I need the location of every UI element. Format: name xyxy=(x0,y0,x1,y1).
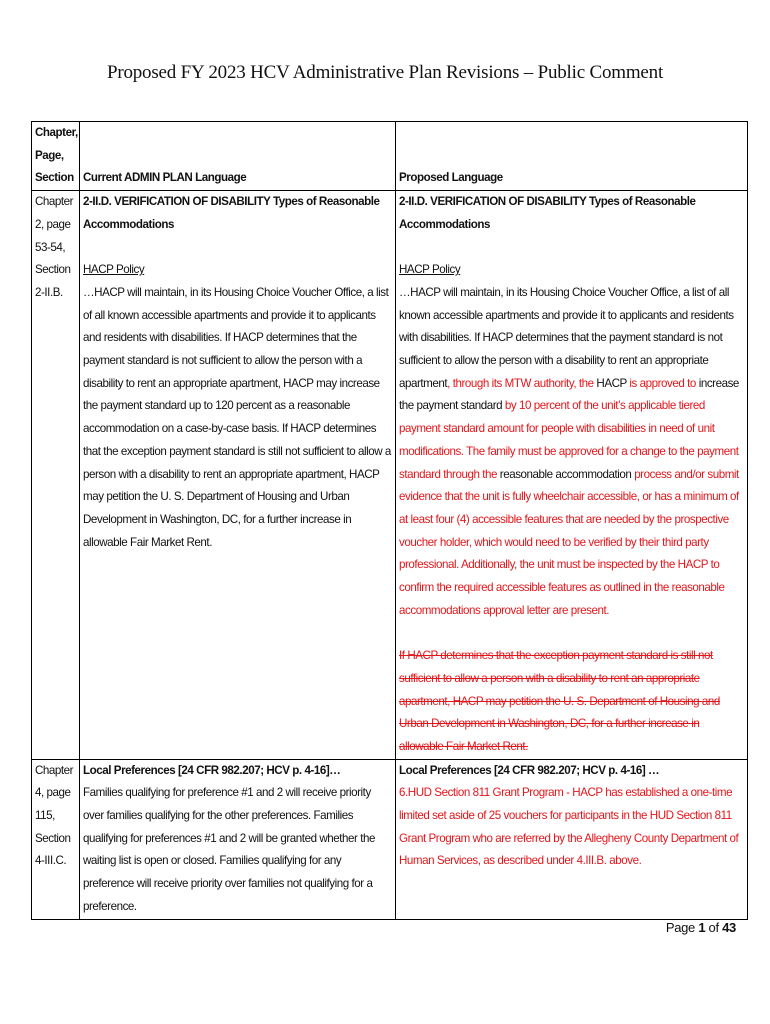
unchanged-text: increase the payment standard xyxy=(399,376,739,413)
header-current-language: Current ADMIN PLAN Language xyxy=(80,122,396,191)
proposed-heading: Local Preferences [24 CFR 982.207; HCV p. 4-16] … xyxy=(399,763,660,777)
row-section-cell: Chapter 4, page 115, Section 4-III.C. xyxy=(32,759,80,919)
spacer xyxy=(399,622,744,645)
added-text: is approved to xyxy=(629,376,699,390)
proposed-policy-text xyxy=(399,282,744,623)
proposed-heading: 2-II.D. VERIFICATION OF DISABILITY Types of Reasonable Accommodations xyxy=(399,195,696,231)
table-header-row xyxy=(32,122,748,191)
deleted-text: If HACP determines that the exception payment standard is still not sufficient to allow a person with a disability to rent an appropriate apartment, HACP may petition the U. S. Department of Housing and Urban Development in Washington, DC, for a further increase in allowable Fair Market Rent. xyxy=(399,649,720,753)
header-proposed-language: Proposed Language xyxy=(396,122,748,191)
page-label: Page xyxy=(665,920,699,935)
revisions-table xyxy=(31,121,748,920)
added-text: , through its MTW authority, the xyxy=(447,376,597,390)
proposed-language-cell xyxy=(396,191,748,760)
proposed-language-cell xyxy=(396,759,748,919)
added-text: process and/or submit evidence that the unit is fully wheelchair accessible, or has a minimum of at least four (4) accessible features that are needed by the prospective voucher holder, which would need to be verified by their third party professional. Additionally, the unit must be inspected by the HACP to confirm the required accessible features as outlined in the reasonable accommodations approval letter are present. xyxy=(399,467,739,617)
added-text: by 10 percent of the unit’s applicable tiered payment standard amount for people with disabilities in need of unit modifications. The family must be approved for a change to the payment standard through the xyxy=(399,399,739,481)
page-of-label: of xyxy=(705,920,723,935)
added-text: 6.HUD Section 811 Grant Program - HACP has established a one-time limited set aside of 25 vouchers for participants in the HUD Section 811 Grant Program who are referred by the Allegheny County Department of Human Services, as described under 4.III.B. above. xyxy=(399,786,739,868)
spacer xyxy=(83,237,392,260)
spacer xyxy=(399,237,744,260)
proposed-policy-label: HACP Policy xyxy=(399,263,461,277)
header-section: Chapter, Page, Section xyxy=(32,122,80,191)
current-page: 1 xyxy=(698,920,706,935)
current-language-cell xyxy=(80,191,396,760)
current-policy-text: …HACP will maintain, in its Housing Choice Voucher Office, a list of all known accessible apartments and provide it to applicants and residents with disabilities. If HACP determines that the payment standard is not sufficient to allow the person with a disability to rent an appropriate apartment, HACP may increase the payment standard up to 120 percent as a reasonable accommodation on a case-by-case basis. If HACP determines that the exception payment standard is still not sufficient to allow a person with a disability to rent an appropriate apartment, HACP may petition the U. S. Department of Housing and Urban Development in Washington, DC, for a further increase in allowable Fair Market Rent. xyxy=(83,285,391,549)
page-number xyxy=(666,920,736,935)
unchanged-text: …HACP will maintain, in its Housing Choice Voucher Office, a list of all known accessible apartments and provide it to applicants and residents with disabilities. If HACP determines that the payment standard is not sufficient to allow the person with a disability to rent an appropriate apartment xyxy=(399,285,734,390)
current-policy-label: HACP Policy xyxy=(83,263,145,277)
current-heading: 2-II.D. VERIFICATION OF DISABILITY Types of Reasonable Accommodations xyxy=(83,195,380,231)
current-language-cell xyxy=(80,759,396,919)
row-section-cell: Chapter 2, page 53-54, Section 2-II.B. xyxy=(32,191,80,760)
table-row xyxy=(32,759,748,919)
total-pages: 43 xyxy=(722,920,736,935)
current-policy-text: Families qualifying for preference #1 and 2 will receive priority over families qualifying for the other preferences. Families qualifying for preferences #1 and 2 will be granted whether the waiting list is open or closed. Families qualifying for any preference will receive priority over families not qualifying for a preference. xyxy=(83,786,375,913)
current-heading: Local Preferences [24 CFR 982.207; HCV p. 4-16]… xyxy=(83,763,341,777)
unchanged-text: HACP xyxy=(596,376,630,390)
unchanged-text: reasonable accommodation xyxy=(499,467,635,481)
document-title: Proposed FY 2023 HCV Administrative Plan Revisions – Public Comment xyxy=(106,62,664,83)
table-row xyxy=(32,191,748,760)
